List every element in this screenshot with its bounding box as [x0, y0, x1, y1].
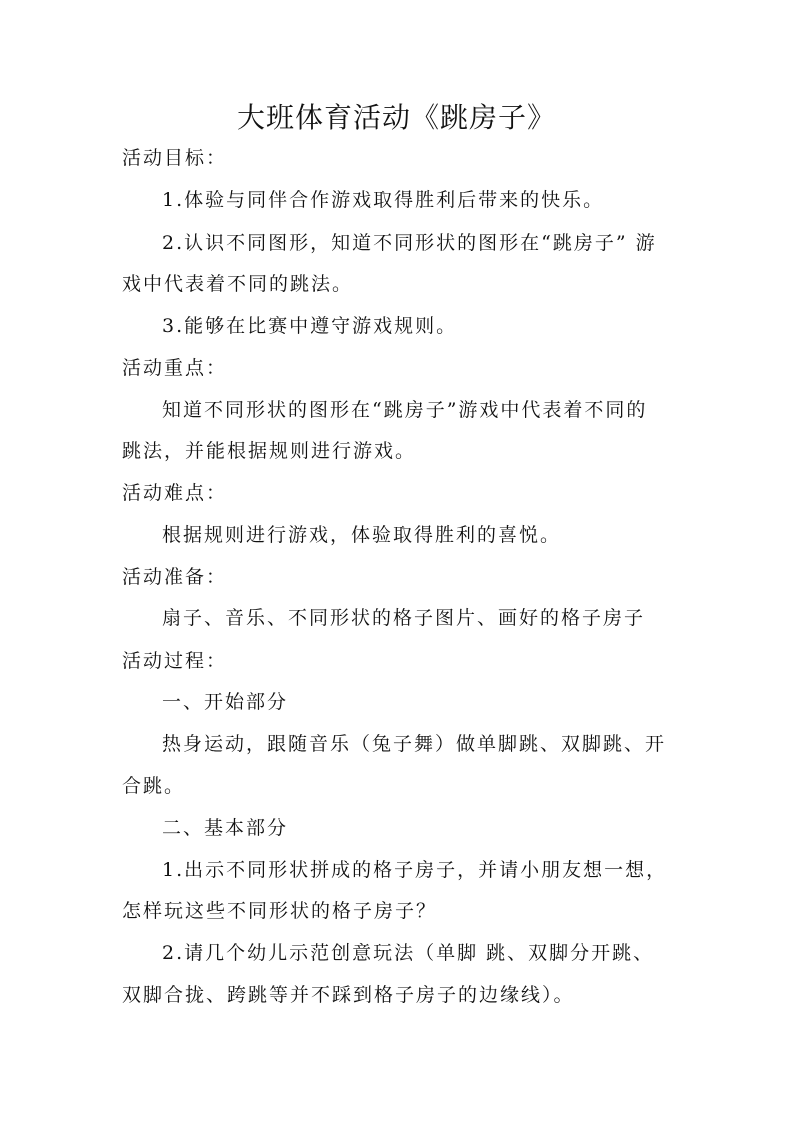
section-heading-process: 活动过程： — [122, 650, 228, 672]
document-title: 大班体育活动《跳房子》 — [236, 101, 556, 134]
goal-item-2: 2.认识不同图形，知道不同形状的图形在“跳房子” 游 — [162, 232, 657, 254]
process-part-2-item-2: 2.请几个幼儿示范创意玩法（单脚 跳、双脚分开跳、 — [162, 942, 655, 964]
section-heading-key-points: 活动重点： — [122, 357, 228, 379]
process-part-2-item-1-continued: 怎样玩这些不同形状的格子房子？ — [122, 900, 438, 922]
difficulty-text: 根据规则进行游戏，体验取得胜利的喜悦。 — [162, 524, 562, 546]
process-part-1-text-continued: 合跳。 — [122, 775, 186, 797]
process-part-1-text: 热身运动，跟随音乐（兔子舞）做单脚跳、双脚跳、开 — [162, 733, 667, 755]
process-part-2-item-1: 1.出示不同形状拼成的格子房子，并请小朋友想一想， — [162, 859, 668, 881]
key-point-text-continued: 跳法，并能根据规则进行游戏。 — [122, 440, 417, 462]
goal-item-1: 1.体验与同伴合作游戏取得胜利后带来的快乐。 — [162, 189, 605, 211]
process-part-1-heading: 一、开始部分 — [162, 691, 289, 713]
goal-item-3: 3.能够在比赛中遵守游戏规则。 — [162, 315, 458, 337]
key-point-text: 知道不同形状的图形在“跳房子”游戏中代表着不同的 — [162, 399, 648, 421]
section-heading-difficulties: 活动难点： — [122, 482, 228, 504]
section-heading-preparation: 活动准备： — [122, 566, 228, 588]
section-heading-goals: 活动目标： — [122, 147, 228, 169]
process-part-2-heading: 二、基本部分 — [162, 817, 289, 839]
preparation-text: 扇子、音乐、不同形状的格子图片、画好的格子房子 — [162, 607, 646, 629]
goal-item-2-continued: 戏中代表着不同的跳法。 — [122, 273, 354, 295]
process-part-2-item-2-continued: 双脚合拢、跨跳等并不踩到格子房子的边缘线）。 — [122, 984, 575, 1006]
